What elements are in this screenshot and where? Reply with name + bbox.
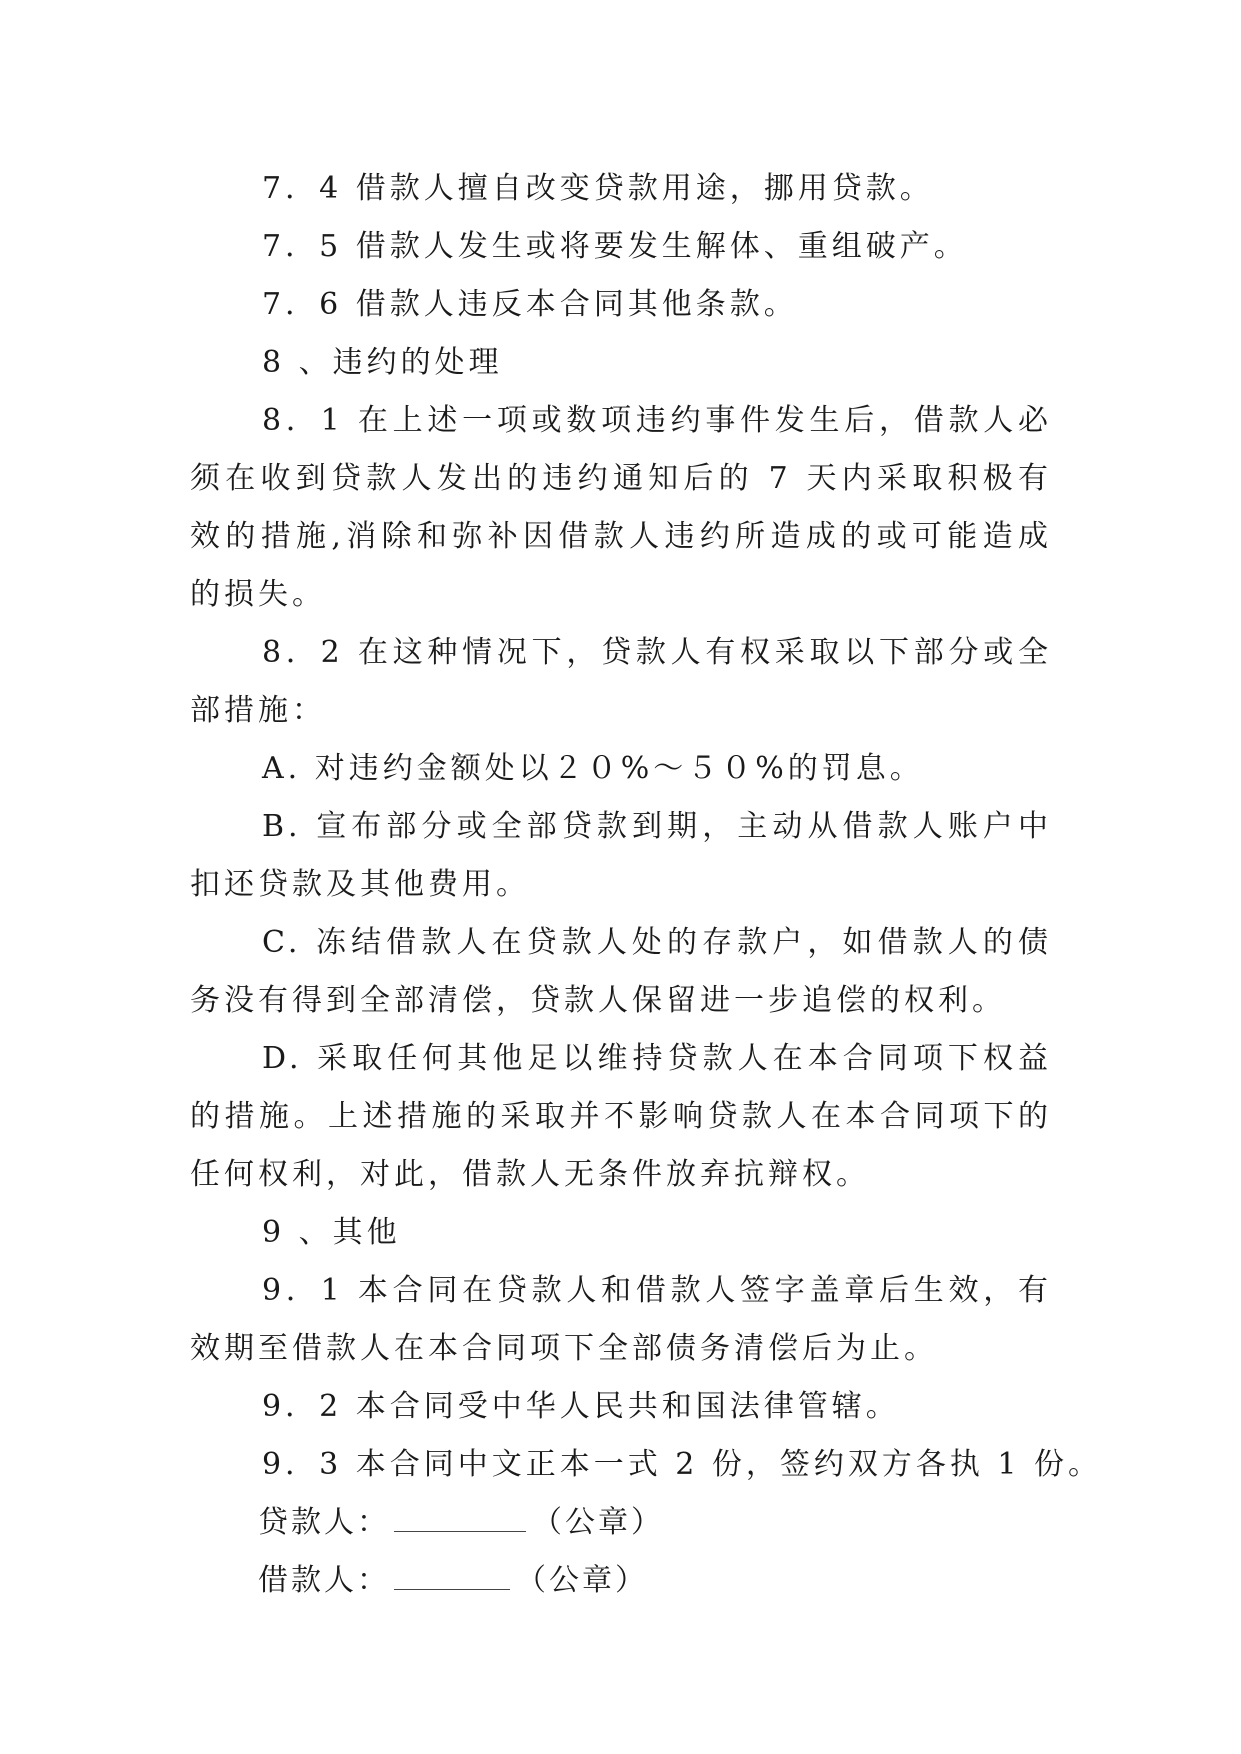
measure-b: B. 宣布部分或全部贷款到期，主动从借款人账户中扣还贷款及其他费用。 <box>190 809 1052 902</box>
lender-label: 贷款人： <box>258 1505 390 1540</box>
lender-signature-line <box>190 1494 1052 1552</box>
clause-7-4: 7．4 借款人擅自改变贷款用途，挪用贷款。 <box>262 171 934 206</box>
borrower-seal-label: （公章） <box>516 1563 648 1598</box>
document-page <box>190 160 1103 1610</box>
section-8-heading: 8 、违约的处理 <box>262 345 503 380</box>
clause-9-2: 9．2 本合同受中华人民共和国法律管辖。 <box>262 1389 900 1424</box>
measure-a: A. 对违约金额处以２０%～５０%的罚息。 <box>262 751 924 786</box>
measure-d: D. 采取任何其他足以维持贷款人在本合同项下权益的措施。上述措施的采取并不影响贷款人在本合同项下的任何权利，对此，借款人无条件放弃抗辩权。 <box>190 1041 1052 1192</box>
borrower-label: 借款人： <box>258 1563 390 1598</box>
lender-signature-blank <box>394 1505 526 1532</box>
clause-8-2: 8．2 在这种情况下，贷款人有权采取以下部分或全部措施： <box>190 635 1052 728</box>
clause-9-1: 9．1 本合同在贷款人和借款人签字盖章后生效，有效期至借款人在本合同项下全部债务清偿后为止。 <box>190 1273 1052 1366</box>
borrower-signature-blank <box>394 1563 510 1590</box>
borrower-signature-line <box>190 1552 1052 1610</box>
clause-8-1: 8．1 在上述一项或数项违约事件发生后，借款人必须在收到贷款人发出的违约通知后的 7 天内采取积极有效的措施,消除和弥补因借款人违约所造成的或可能造成的损失。 <box>190 403 1052 612</box>
clause-7-6: 7．6 借款人违反本合同其他条款。 <box>262 287 798 322</box>
clause-7-5: 7．5 借款人发生或将要发生解体、重组破产。 <box>262 229 968 264</box>
clause-9-3: 9．3 本合同中文正本一式 2 份，签约双方各执 1 份。 <box>262 1447 1103 1482</box>
measure-c: C. 冻结借款人在贷款人处的存款户，如借款人的债务没有得到全部清偿，贷款人保留进一步追偿的权利。 <box>190 925 1052 1018</box>
section-9-heading: 9 、其他 <box>262 1215 401 1250</box>
lender-seal-label: （公章） <box>532 1505 664 1540</box>
